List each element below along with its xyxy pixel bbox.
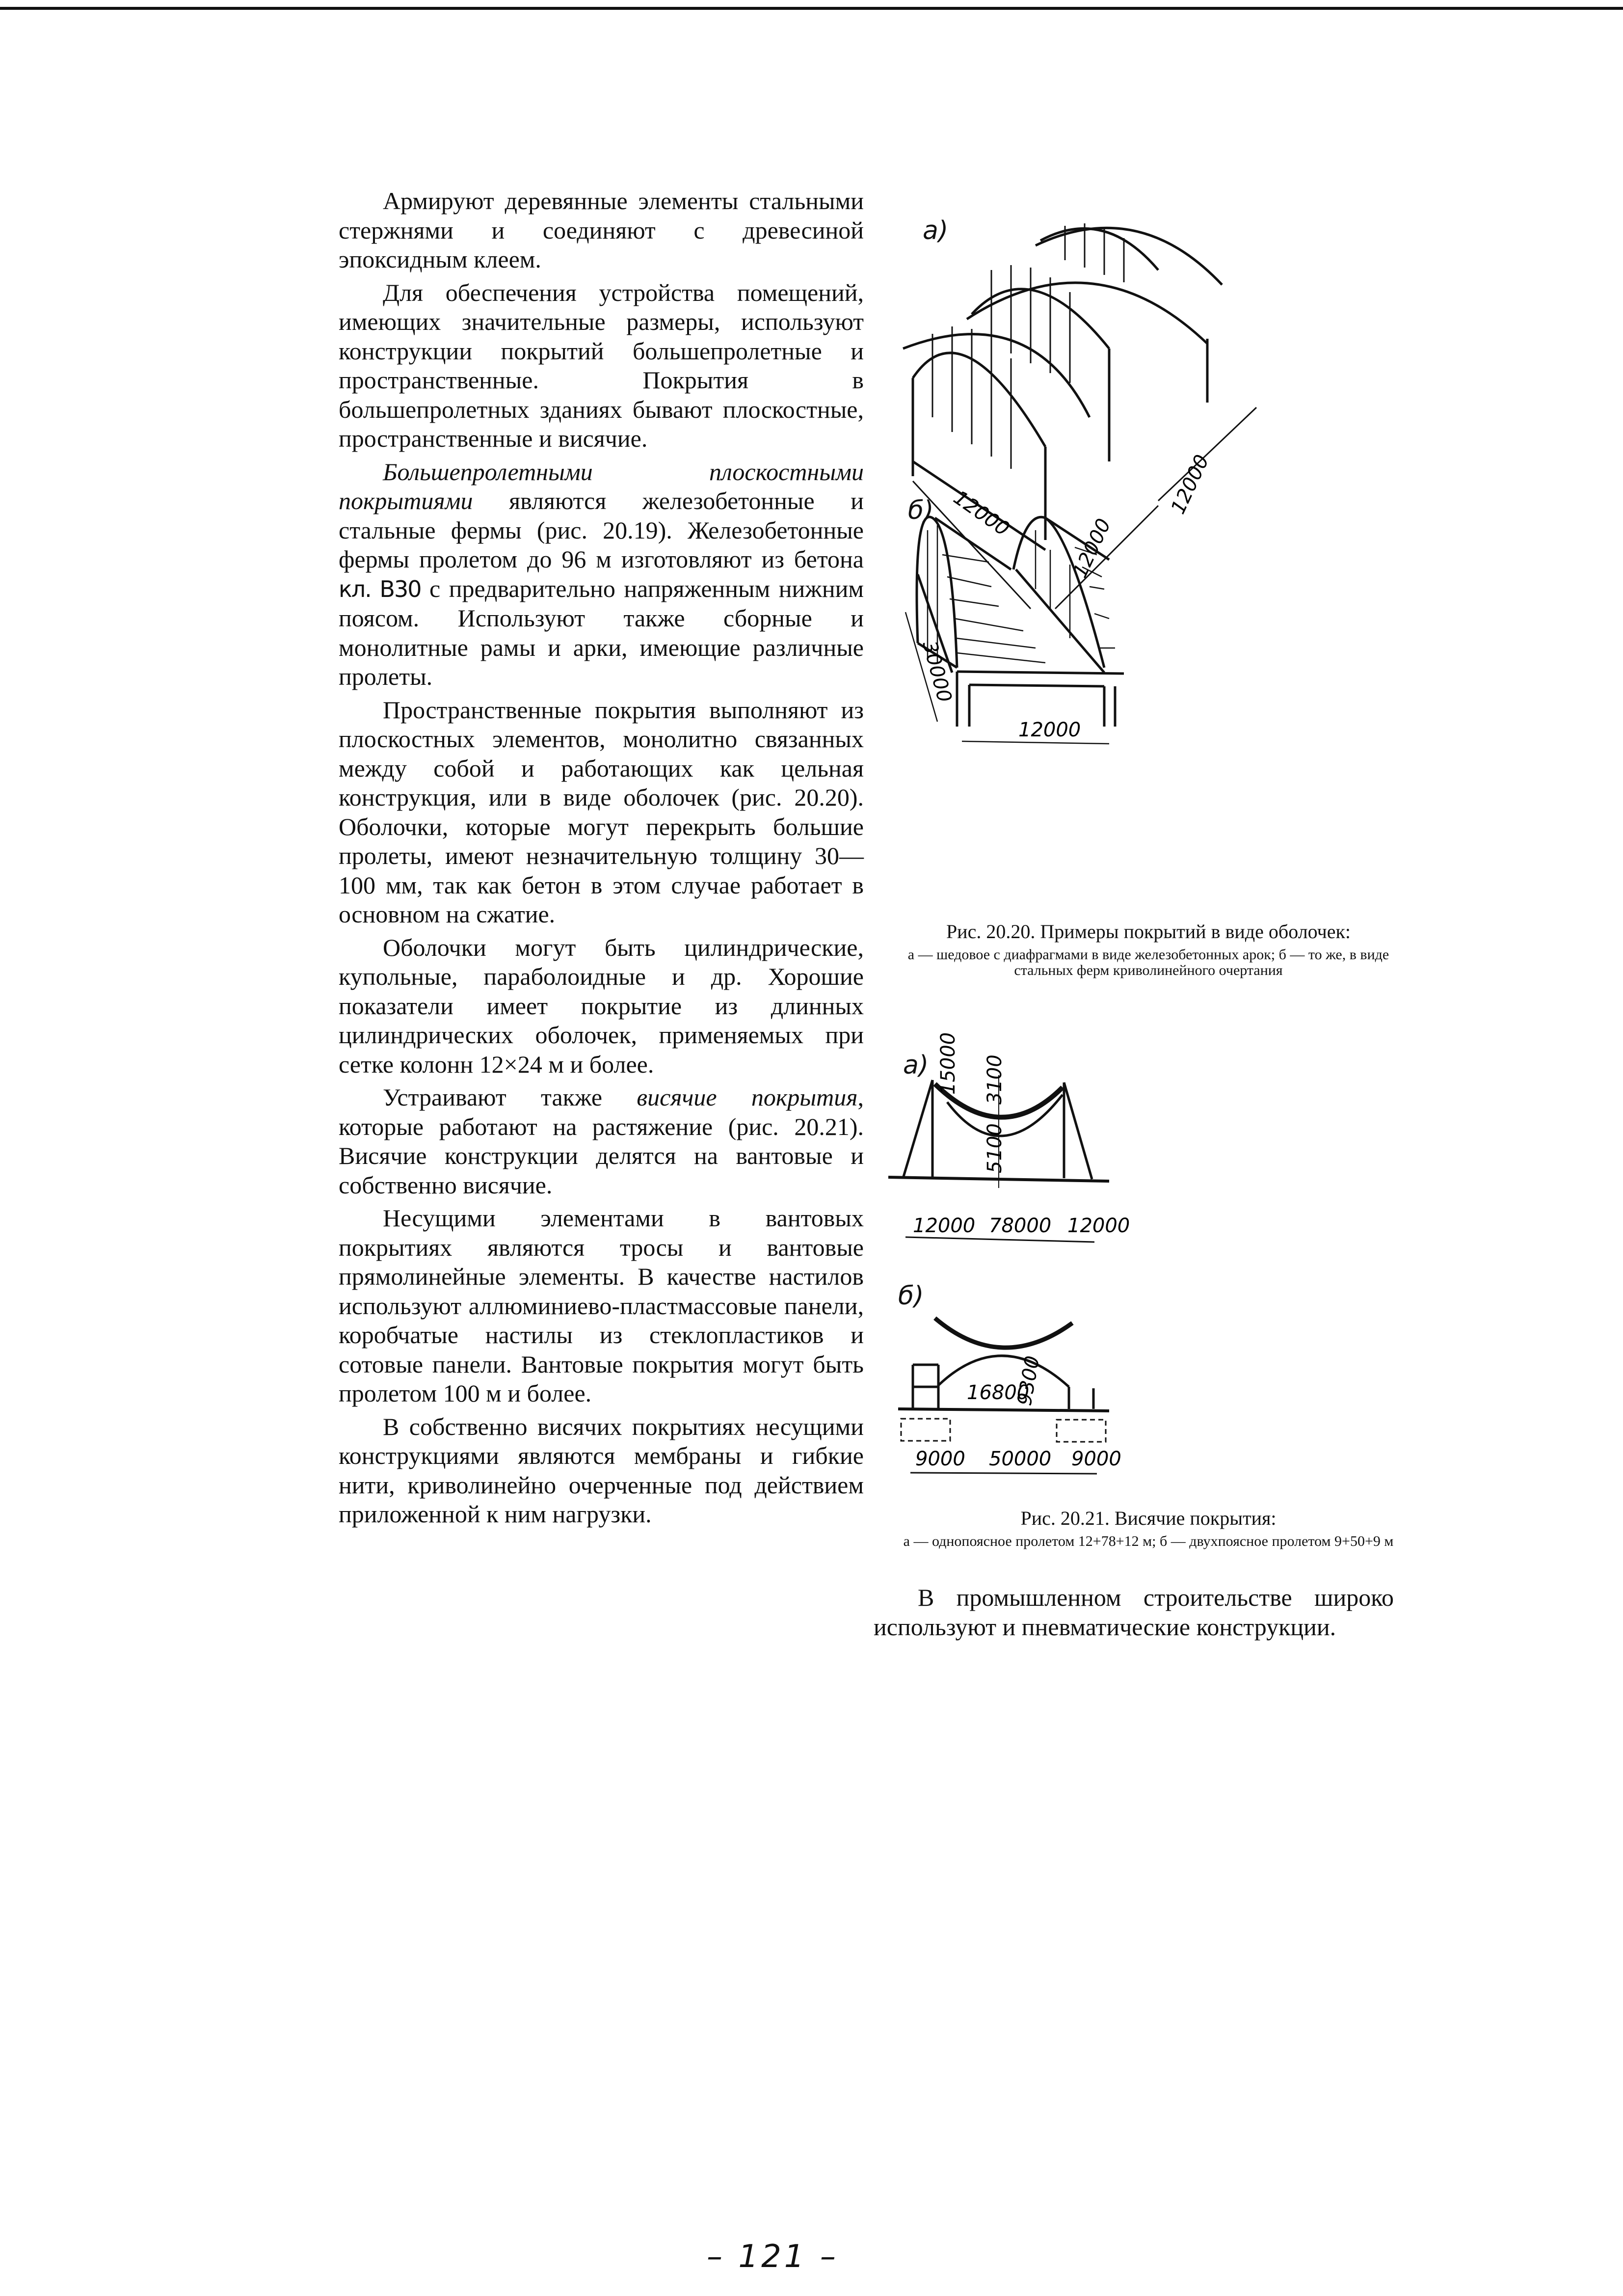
caption-title: Рис. 20.20. Примеры покрытий в виде оболочек: <box>946 920 1351 943</box>
dimension-label: 12000 <box>1068 515 1116 582</box>
paragraph-1: Армируют деревянные элементы стальными стержнями и соединяют с древесиной эпоксидным клеем. <box>339 187 864 273</box>
figure-20-20-a <box>883 187 1423 582</box>
right-text-column <box>874 1583 1394 1642</box>
left-text-column <box>339 187 864 1533</box>
paragraph-3-text-b: с предварительно напряженным нижним поясом. Используют также сборные и монолитные рамы и арки, имеющие различные пролеты. <box>339 574 864 690</box>
dimension-label: 16800 <box>967 1381 1030 1404</box>
scan-top-border <box>0 7 1623 10</box>
figure-label-a: а) <box>903 1051 929 1080</box>
dimension-label: 12000 <box>913 1215 976 1237</box>
figure-label-a: а) <box>923 216 949 245</box>
dimension-label: 78000 <box>989 1215 1052 1237</box>
dimension-label: 9000 <box>915 1448 965 1470</box>
roof-edge-left <box>935 518 1011 569</box>
paragraph-7: Несущими элементами в вантовых покрытиях являются тросы и вантовые прямолинейные элементы. В качестве настилов используют аллюминиево-пластмассовые панели, коробчатые настилы из стеклопластиков и сотовые панели. Вантовые покрытия могут быть пролетом 100 м и более. <box>339 1204 864 1407</box>
figure-20-20-caption <box>883 920 1413 978</box>
caption-body: а — шедовое с диафрагмами в виде железобетонных арок; б — то же, в виде стальных ферм криволинейного очертания <box>907 946 1389 978</box>
dimension-label: 5100 <box>984 1123 1006 1173</box>
shell-arch-middle <box>972 289 1109 349</box>
figure-20-21-caption <box>883 1507 1413 1549</box>
dimension-label: 12000 <box>1167 451 1214 518</box>
dimension-label: 50000 <box>989 1448 1052 1470</box>
steel-truss-shell-drawing <box>883 496 1423 898</box>
dimension-label: 12000 <box>1018 719 1081 741</box>
handwritten-insert: кл. В30 <box>339 575 421 602</box>
dimension-label: 12000 <box>1067 1215 1130 1237</box>
single-layer-suspended-roof <box>883 1032 1448 1262</box>
dimension-label: 12000 <box>949 486 1013 541</box>
paragraph-3 <box>339 458 864 692</box>
paragraph-6 <box>339 1083 864 1200</box>
caption-title: Рис. 20.21. Висячие покрытия: <box>1020 1507 1277 1529</box>
paragraph-4: Пространственные покрытия выполняют из плоскостных элементов, монолитно связанных между собой и работающих как цельная конструкция, или в виде оболочек (рис. 20.20). Оболочки, которые могут перекрыть большие пролеты, имеют незначительную толщину 30—100 мм, так как бетон в этом случае работает в основном на сжатие. <box>339 696 864 928</box>
paragraph-6-text-b: , которые работают на растяжение (рис. 20.21). Висячие конструкции делятся на вантовые и собственно висячие. <box>339 1083 864 1199</box>
paragraph-8: В собственно висячих покрытиях несущими конструкциями являются мембраны и гибкие нити, криволинейно очерченные под действием приложенной к ним нагрузки. <box>339 1412 864 1528</box>
shed-shell-drawing <box>883 187 1423 582</box>
figure-20-21-b <box>883 1276 1448 1492</box>
italic-term: Большепролетными плоскостными покрытиями <box>339 458 864 514</box>
dimension-label: 30000 <box>918 638 956 705</box>
dimension-label: 15000 <box>937 1032 959 1095</box>
figure-label-b: б) <box>898 1281 924 1311</box>
page-number: – 121 – <box>707 2239 839 2275</box>
paragraph-pneumatic: В промышленном строительстве широко используют и пневматические конструкции. <box>874 1584 1394 1641</box>
figure-20-21-a <box>883 1032 1448 1262</box>
upper-cable <box>935 1318 1072 1348</box>
figure-20-20-b <box>883 496 1423 898</box>
roof-edge-right <box>1045 518 1109 560</box>
italic-term: висячие покрытия <box>637 1083 858 1111</box>
paragraph-6-text-a: Устраивают также <box>383 1083 637 1111</box>
arch-truss-right <box>1013 517 1104 668</box>
caption-body: а — однопоясное пролетом 12+78+12 м; б — двухпоясное пролетом 9+50+9 м <box>903 1533 1394 1549</box>
figure-label-b: б) <box>908 496 934 525</box>
paragraph-3-text-a: являются железобетонные и стальные фермы (рис. 20.19). Железобетонные фермы пролетом до 96 м изготовляют из бетона <box>339 487 864 573</box>
dimension-label: 9000 <box>1071 1448 1121 1470</box>
paragraph-2: Для обеспечения устройства помещений, имеющих значительные размеры, используют конструкции покрытий большепролетные и пространственные. Покрытия в большепролетных зданиях бывают плоскостные, пространственные и висячие. <box>339 278 864 452</box>
dimension-label: 3100 <box>984 1054 1006 1105</box>
double-layer-suspended-roof <box>883 1276 1448 1492</box>
ground-line <box>898 1409 1109 1411</box>
shell-arch-back <box>1040 229 1158 270</box>
dimension-label: 9300 <box>1013 1354 1044 1407</box>
paragraph-5: Оболочки могут быть цилиндрические, купольные, параболоидные и др. Хорошие показатели имеет покрытие из длинных цилиндрических оболочек, применяемых при сетке колонн 12×24 м и более. <box>339 933 864 1078</box>
shell-roof-back <box>1036 228 1222 285</box>
shell-roof-front <box>903 334 1090 417</box>
